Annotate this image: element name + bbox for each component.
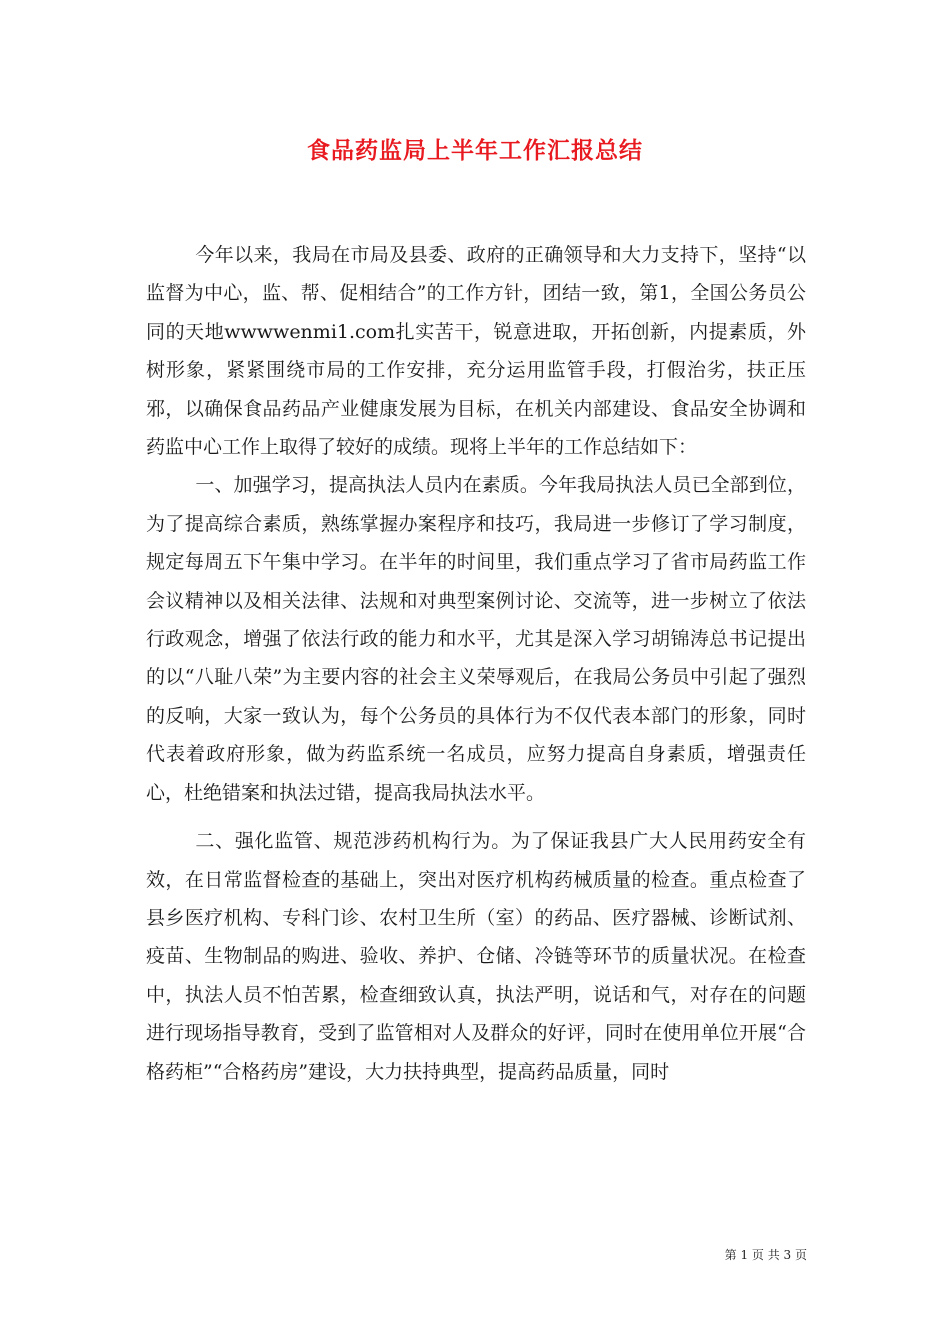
page-number-footer — [725, 1246, 807, 1263]
page-number-label: 第 1 页 共 3 页 — [724, 1248, 807, 1262]
document-title: 食品药监局上半年工作汇报总结 — [307, 137, 643, 164]
paragraph-intro: 今年以来，我局在市局及县委、政府的正确领导和大力支持下，坚持“以监督为中心，监、帮、促相结合”的工作方针，团结一致，第1，全国公务员公同的天地wwwwenmi1.com扎实苦干，锐意进取，开拓创新，内提素质，外树形象，紧紧围绕市局的工作安排，充分运用监管手段，打假治劣，扶正压邪，以确保食品药品产业健康发展为目标，在机关内部建设、食品安全协调和药监中心工作上取得了较好的成绩。现将上半年的工作总结如下： — [146, 244, 806, 459]
paragraph-section-2: 二、强化监管、规范涉药机构行为。为了保证我县广大人民用药安全有效，在日常监督检查的基础上，突出对医疗机构药械质量的检查。重点检查了县乡医疗机构、专科门诊、农村卫生所（室）的药品、医疗器械、诊断试剂、疫苗、生物制品的购进、验收、养护、仓储、冷链等环节的质量状况。在检查中，执法人员不怕苦累，检查细致认真，执法严明，说话和气，对存在的问题进行现场指导教育，受到了监管相对人及群众的好评，同时在使用单位开展“合格药柜”“合格药房”建设，大力扶持典型，提高药品质量，同时 — [146, 830, 806, 1083]
paragraph-section-1: 一、加强学习，提高执法人员内在素质。今年我局执法人员已全部到位，为了提高综合素质，熟练掌握办案程序和技巧，我局进一步修订了学习制度，规定每周五下午集中学习。在半年的时间里，我们重点学习了省市局药监工作会议精神以及相关法律、法规和对典型案例讨论、交流等，进一步树立了依法行政观念，增强了依法行政的能力和水平，尤其是深入学习胡锦涛总书记提出的以“八耻八荣”为主要内容的社会主义荣辱观后，在我局公务员中引起了强烈的反响，大家一致认为，每个公务员的具体行为不仅代表本部门的形象，同时代表着政府形象，做为药监系统一名成员，应努力提高自身素质，增强责任心，杜绝错案和执法过错，提高我局执法水平。 — [146, 474, 806, 804]
document-body — [146, 236, 806, 1091]
